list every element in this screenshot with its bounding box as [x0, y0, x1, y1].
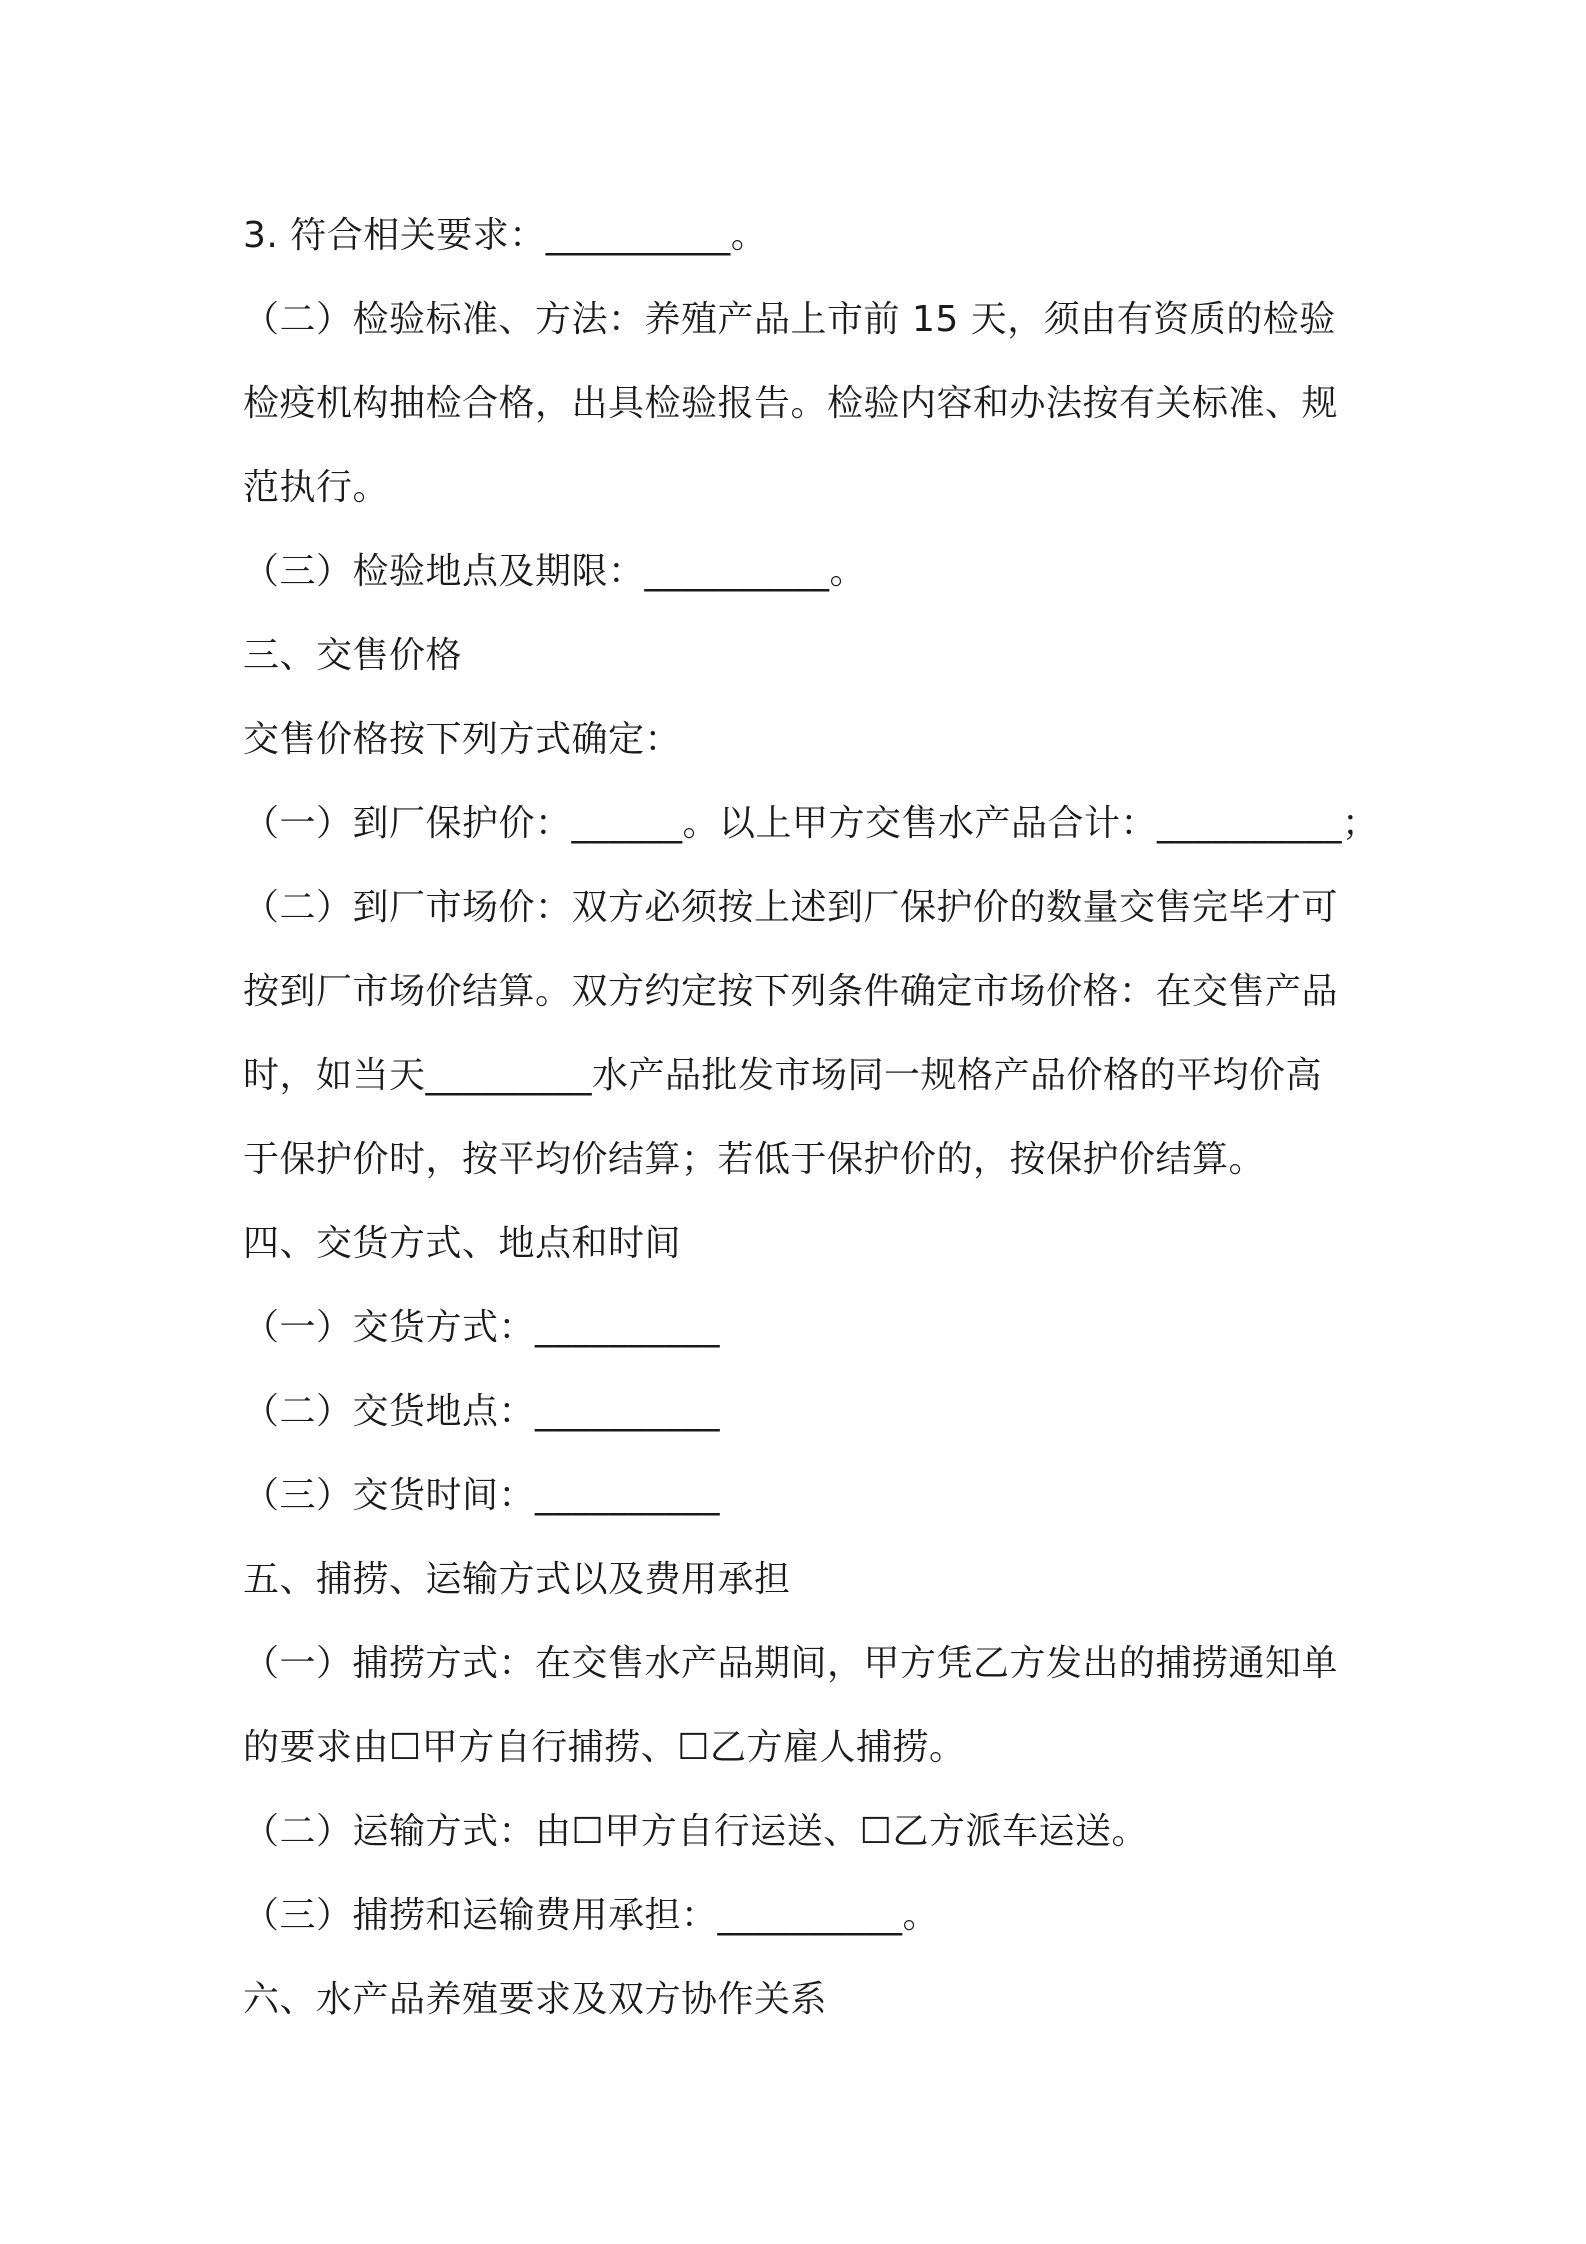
protected-price: （一）到厂保护价：______。以上甲方交售水产品合计：__________； [243, 803, 1379, 844]
section-4-heading: 四、交货方式、地点和时间 [243, 1223, 682, 1264]
market-price-line-2: 按到厂市场价结算。双方约定按下列条件确定市场价格：在交售产品 [243, 971, 1339, 1012]
inspection-location-period: （三）检验地点及期限：__________。 [243, 551, 867, 592]
document-body [243, 194, 1379, 2042]
section-3-heading: 三、交售价格 [243, 635, 463, 676]
fishing-method-line-2: 的要求由☐甲方自行捕捞、☐乙方雇人捕捞。 [243, 1727, 966, 1768]
delivery-time: （三）交货时间：__________ [243, 1475, 721, 1516]
price-intro: 交售价格按下列方式确定： [243, 719, 682, 760]
market-price-line-3: 时，如当天_________水产品批发市场同一规格产品价格的平均价高 [243, 1055, 1323, 1096]
market-price-line-1: （二）到厂市场价：双方必须按上述到厂保护价的数量交售完毕才可 [243, 887, 1339, 928]
cost-bearing: （三）捕捞和运输费用承担：__________。 [243, 1895, 940, 1936]
delivery-method: （一）交货方式：__________ [243, 1307, 721, 1348]
transport-method: （二）运输方式：由☐甲方自行运送、☐乙方派车运送。 [243, 1811, 1149, 1852]
inspection-standard-line-3: 范执行。 [243, 467, 390, 508]
delivery-location: （二）交货地点：__________ [243, 1391, 721, 1432]
market-price-line-4: 于保护价时，按平均价结算；若低于保护价的，按保护价结算。 [243, 1139, 1266, 1180]
section-5-heading: 五、捕捞、运输方式以及费用承担 [243, 1559, 791, 1600]
inspection-standard-line-2: 检疫机构抽检合格，出具检验报告。检验内容和办法按有关标准、规 [243, 383, 1339, 424]
inspection-standard-line-1: （二）检验标准、方法：养殖产品上市前 15 天，须由有资质的检验 [243, 299, 1336, 340]
section-6-heading: 六、水产品养殖要求及双方协作关系 [243, 1979, 828, 2020]
clause-3-requirements: 3. 符合相关要求：__________。 [243, 215, 768, 256]
fishing-method-line-1: （一）捕捞方式：在交售水产品期间，甲方凭乙方发出的捕捞通知单 [243, 1643, 1339, 1684]
